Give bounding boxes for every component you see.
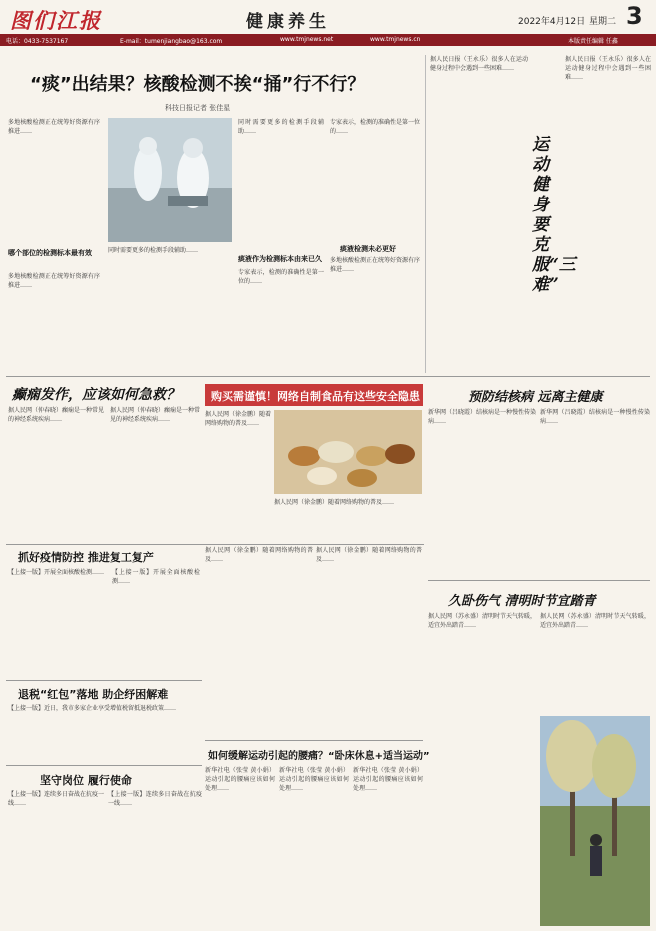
main-subhead: 哪个部位的检测标本最有效 bbox=[8, 249, 92, 257]
brief-divider-1 bbox=[6, 680, 202, 681]
section-title: 健康养生 bbox=[246, 12, 330, 32]
epilepsy-col-1: 据人民网（仲春晓）癫痫是一种常见的神经系统疾病…… bbox=[8, 407, 104, 423]
brief-3-col-2: 【上接一版】连续多日奋战在抗疫一线…… bbox=[108, 791, 202, 807]
main-col-3: 同时需要更多的检测手段辅助…… bbox=[238, 119, 324, 135]
issue-weekday: 星期二 bbox=[589, 17, 617, 27]
spring-col-1: 据人民网（苏永盛）清明时节天气转暖，适宜外出踏青…… bbox=[428, 613, 536, 629]
fitness-col-1: 据人民日报（王永乐）很多人在运动健身过程中会遇到一些困难…… bbox=[430, 56, 528, 72]
lab-photo bbox=[108, 118, 232, 242]
main-col-3b: 专家表示，检测的准确性是第一位的…… bbox=[238, 269, 324, 285]
brief-2-headline: 退税“红包”落地 助企纾困解难 bbox=[18, 688, 169, 701]
brief-3-headline: 坚守岗位 履行使命 bbox=[40, 774, 132, 787]
brief-3-col-1: 【上接一版】连续多日奋战在抗疫一线…… bbox=[8, 791, 104, 807]
main-headline: “痰”出结果？核酸检测不挨“捅”行不行？ bbox=[30, 74, 366, 95]
tb-headline: 预防结核病 远离主健康 bbox=[468, 390, 603, 405]
food-col-4: 据人民网（徐金鹏）随着网络购物的普及…… bbox=[316, 547, 422, 563]
column-divider bbox=[425, 55, 426, 373]
contact-web: www.tmjnews.net bbox=[280, 36, 334, 43]
food-headline: 购买需谨慎！网络自制食品有这些安全隐患 bbox=[211, 390, 420, 403]
backpain-headline: 如何缓解运动引起的腰痛？“卧床休息+适当运动” bbox=[208, 751, 430, 762]
issue-date: 2022年4月12日 bbox=[518, 17, 586, 27]
brief-1-col-2: 【上接一版】开展全面核酸检测…… bbox=[112, 569, 200, 585]
contact-bar bbox=[0, 34, 656, 46]
fitness-col-2: 据人民日报（王永乐）很多人在运动健身过程中会遇到一些困难…… bbox=[565, 56, 651, 81]
contact-web-2: www.tmjnews.cn bbox=[370, 36, 421, 43]
backpain-col-2: 新华社电（张莹 黄小娟）运动引起的腰痛应该如何处理…… bbox=[279, 767, 349, 792]
food-headline-banner bbox=[205, 384, 423, 406]
section-divider-2 bbox=[6, 544, 424, 545]
main-byline: 科技日报记者 张佳星 bbox=[165, 104, 231, 112]
brief-2-body: 【上接一版】近日，我市多家企业享受增值税留抵退税政策…… bbox=[8, 705, 177, 712]
food-col-1: 据人民网（徐金鹏）随着网络购物的普及…… bbox=[205, 411, 271, 427]
brief-1-col-1: 【上接一版】开展全面核酸检测…… bbox=[8, 569, 105, 576]
spring-headline: 久卧伤气 清明时节宜踏青 bbox=[448, 594, 596, 609]
backpain-col-3: 新华社电（张莹 黄小娟）运动引起的腰痛应该如何处理…… bbox=[353, 767, 423, 792]
mooncake-photo bbox=[274, 410, 422, 494]
tb-col-1: 新华网（吕晓霞）结核病是一种慢性传染病…… bbox=[428, 409, 536, 425]
brief-divider-2 bbox=[6, 765, 202, 766]
masthead-logo: 图们江报 bbox=[10, 8, 102, 33]
epilepsy-col-2: 据人民网（仲春晓）癫痫是一种常见的神经系统疾病…… bbox=[110, 407, 200, 423]
contact-phone: 电话：0433-7537167 bbox=[6, 38, 69, 45]
main-col-1b: 多地核酸检测正在统筹好资源有序推进…… bbox=[8, 273, 100, 289]
main-col-2: 同时需要更多的检测手段辅助…… bbox=[108, 247, 199, 254]
fitness-headline: 运动健身要克服“三难” bbox=[532, 135, 576, 295]
food-col-3: 据人民网（徐金鹏）随着网络购物的普及…… bbox=[205, 547, 313, 563]
food-col-2: 据人民网（徐金鹏）随着网络购物的普及…… bbox=[274, 499, 395, 506]
main-col-4: 专家表示，检测的准确性是第一位的…… bbox=[330, 119, 420, 135]
spring-col-2: 据人民网（苏永盛）清明时节天气转暖，适宜外出踏青…… bbox=[540, 613, 650, 629]
tb-col-2: 新华网（吕晓霞）结核病是一种慢性传染病…… bbox=[540, 409, 650, 425]
page-number: 3 bbox=[626, 2, 643, 30]
backpain-col-1: 新华社电（张莹 黄小娟）运动引起的腰痛应该如何处理…… bbox=[205, 767, 275, 792]
section-divider-1 bbox=[6, 376, 650, 377]
contact-email: E-mail：tumenjiangbao@163.com bbox=[120, 38, 223, 45]
editor-credit: 本版责任编辑 任鑫 bbox=[568, 38, 618, 45]
spring-photo bbox=[540, 716, 650, 926]
section-divider-3 bbox=[205, 740, 423, 741]
main-subhead-2: 痰液作为检测标本由来已久 bbox=[238, 255, 322, 263]
brief-1-headline: 抓好疫情防控 推进复工复产 bbox=[18, 551, 154, 564]
main-col-4b: 多地核酸检测正在统筹好资源有序推进…… bbox=[330, 257, 420, 273]
section-divider-4 bbox=[428, 580, 650, 581]
main-col-1: 多地核酸检测正在统筹好资源有序推进…… bbox=[8, 119, 100, 135]
main-subhead-3: 痰液检测未必更好 bbox=[340, 245, 396, 253]
epilepsy-headline: 癫痫发作，应该如何急救？ bbox=[12, 387, 180, 403]
